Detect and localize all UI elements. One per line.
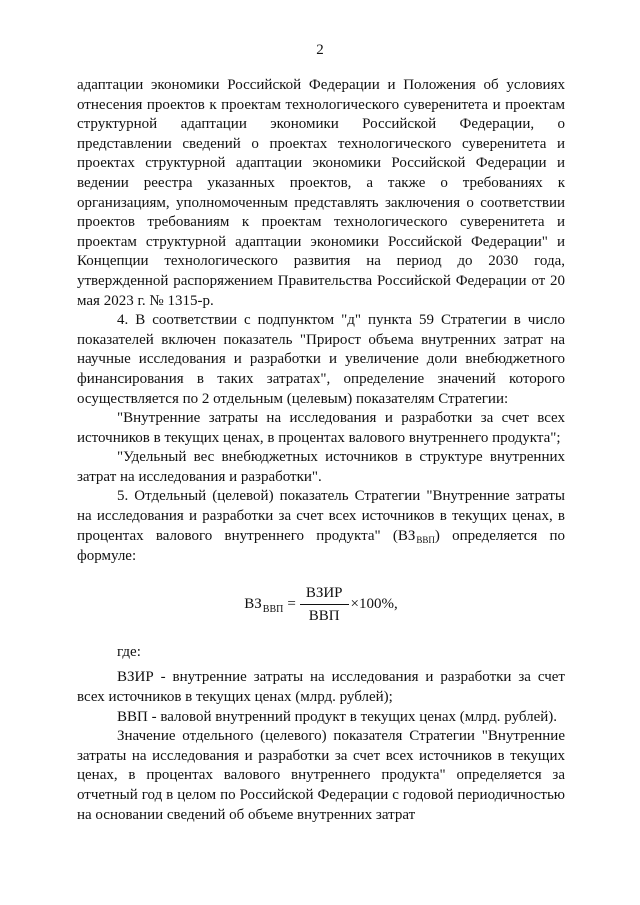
quoted-indicator-2: "Удельный вес внебюджетных источников в структуре внутренних затрат на исследования и разработки". bbox=[77, 449, 565, 485]
page-number: 2 bbox=[316, 42, 324, 58]
paragraph-item-5-tail: ) определяется по формуле: bbox=[77, 527, 566, 565]
formula-lhs-symbol: ВЗ bbox=[244, 595, 262, 612]
formula-denominator: ВВП bbox=[308, 608, 340, 625]
paragraph-item-4: 4. В соответствии с подпунктом "д" пункта 59 Стратегии в число показателей включен показатель "Прирост объема внутренних затрат на научные исследования и разработки и увеличение доли внебюджетного финансирования в таких затратах", определение значений которого осуществляется по 2 отдельным (целевым) показателям Стратегии: bbox=[77, 312, 565, 407]
formula-numerator: ВЗИР bbox=[300, 584, 349, 605]
paragraph-value-determination: Значение отдельного (целевого) показателя Стратегии "Внутренние затраты на исследования и разработки за счет всех источников в текущих ценах, в процентах валового внутреннего продукта" определяется за отчетный год в целом по Российской Федерации с годовой периодичностью на основании сведений об объеме внутренних затрат bbox=[77, 728, 565, 823]
where-label: где: bbox=[117, 643, 141, 660]
formula-lhs bbox=[244, 595, 283, 616]
paragraph-item-5 bbox=[77, 487, 565, 566]
formula-fraction bbox=[300, 584, 349, 625]
quoted-indicator-1: "Внутренние затраты на исследования и разработки за счет всех источников в текущих ценах, в процентах валового внутреннего продукта"; bbox=[77, 410, 565, 446]
formula-lhs-subscript: ВВП bbox=[262, 603, 284, 615]
paragraph-continuation: адаптации экономики Российской Федерации и Положения об условиях отнесения проектов к проектам технологического суверенитета и проектам структурной адаптации экономики Российской Федерации, о представлении сведений о проектах технологического суверенитета и проектах структурной адаптации экономики Российской Федерации и ведении реестра указанных проектов, а также о требованиях к организациям, уполномоченным представлять заключения о соответствии проектов требованиям к проектам технологического суверенитета и проектам структурной адаптации экономики Российской Федерации" и Концепции технологического развития на период до 2030 года, утвержденной распоряжением Правительства Российской Федерации от 20 мая 2023 г. № 1315-р. bbox=[77, 77, 565, 309]
definition-vvp: ВВП - валовой внутренний продукт в текущих ценах (млрд. рублей). bbox=[117, 708, 557, 725]
formula-multiplier: ×100%, bbox=[350, 596, 398, 613]
paragraph-item-5-subscript: ВВП bbox=[416, 534, 435, 545]
paragraph-item-5-text: 5. Отдельный (целевой) показатель Стратегии "Внутренние затраты на исследования и разработки за счет всех источников в текущих ценах, в процентах валового внутреннего продукта" (ВЗ bbox=[77, 488, 565, 544]
formula bbox=[77, 567, 565, 643]
definition-vzir: ВЗИР - внутренние затраты на исследования и разработки за счет всех источников в текущих ценах (млрд. рублей); bbox=[77, 669, 565, 706]
document-body bbox=[77, 76, 565, 825]
formula-equals: = bbox=[287, 596, 296, 613]
